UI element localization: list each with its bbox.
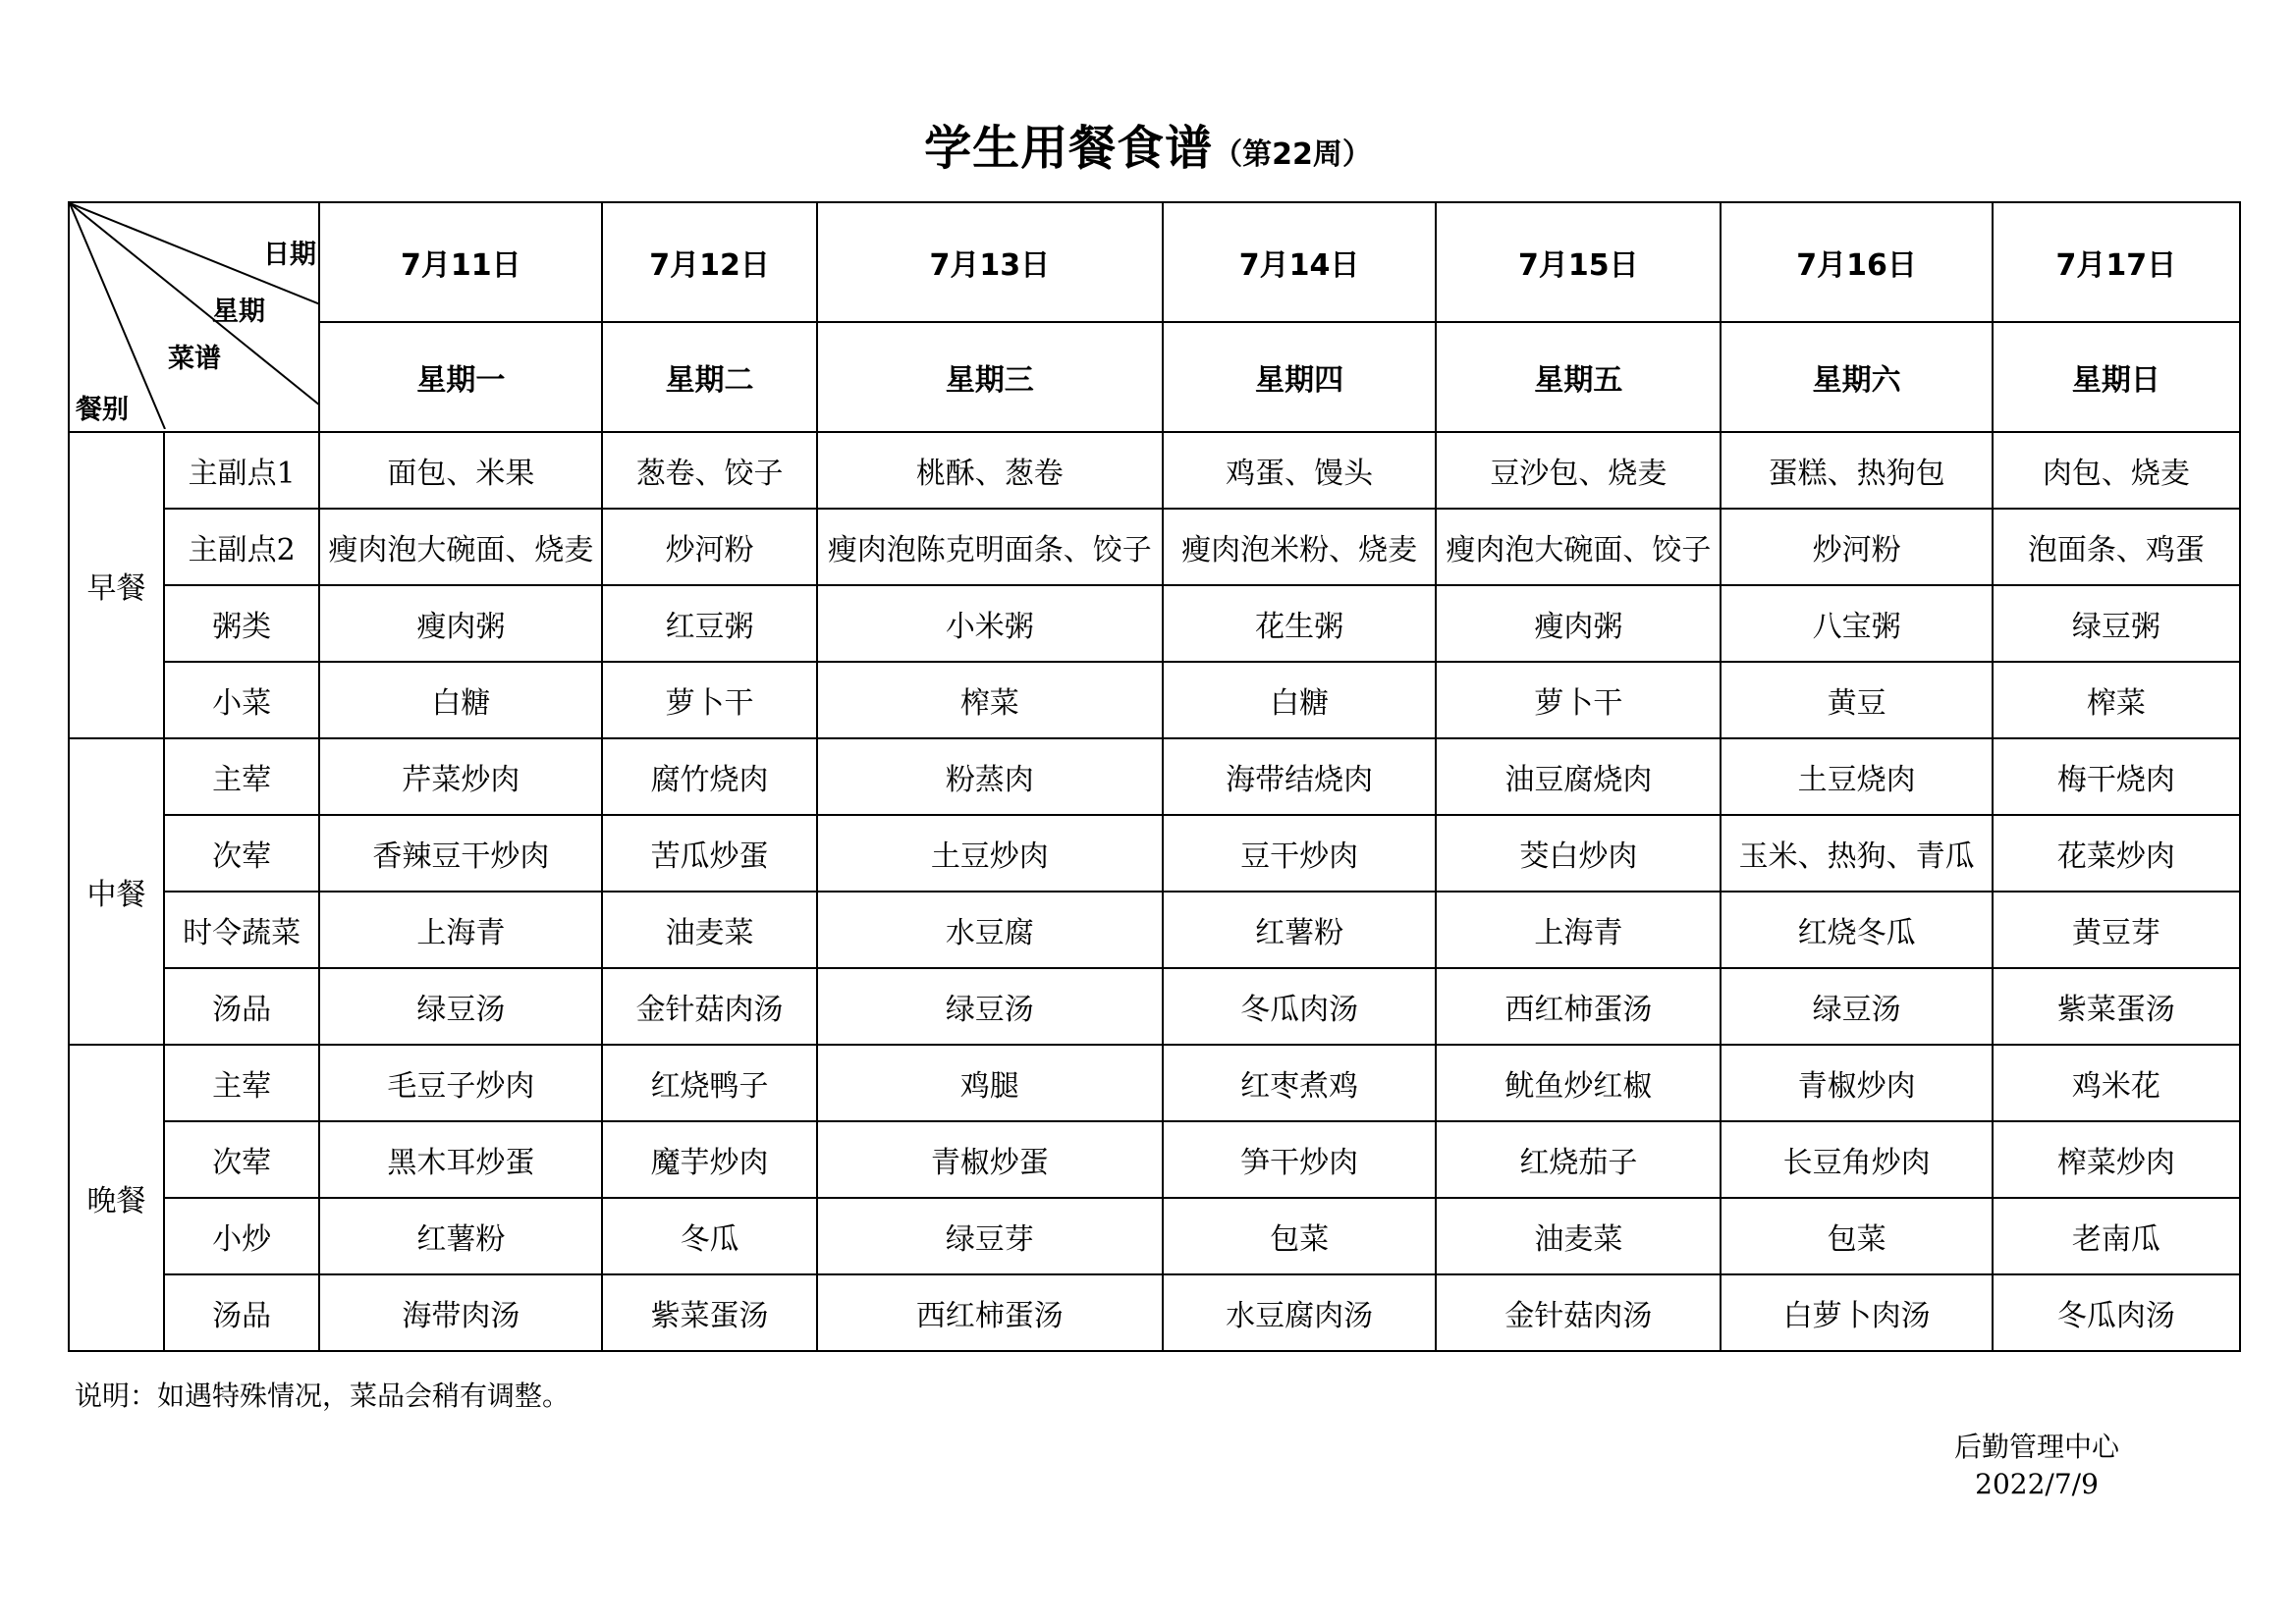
weekday-cell: 星期一 [319, 322, 602, 432]
dish-cell: 西红柿蛋汤 [1436, 968, 1721, 1045]
dish-cell: 梅干烧肉 [1993, 738, 2240, 815]
dish-cell: 青椒炒蛋 [817, 1121, 1163, 1198]
dish-category: 粥类 [164, 585, 319, 662]
dish-cell: 瘦肉粥 [1436, 585, 1721, 662]
dish-cell: 油麦菜 [602, 892, 816, 968]
date-cell: 7月14日 [1163, 202, 1436, 322]
dish-cell: 紫菜蛋汤 [602, 1274, 816, 1351]
dish-cell: 鸡米花 [1993, 1045, 2240, 1121]
dish-category: 次荤 [164, 1121, 319, 1198]
dish-cell: 八宝粥 [1721, 585, 1992, 662]
dish-cell: 老南瓜 [1993, 1198, 2240, 1274]
dish-cell: 炒河粉 [1721, 509, 1992, 585]
dish-cell: 榨菜 [1993, 662, 2240, 738]
dish-cell: 肉包、烧麦 [1993, 432, 2240, 509]
dish-cell: 萝卜干 [1436, 662, 1721, 738]
dish-cell: 冬瓜 [602, 1198, 816, 1274]
dish-cell: 红豆粥 [602, 585, 816, 662]
weekday-cell: 星期五 [1436, 322, 1721, 432]
dish-cell: 绿豆汤 [1721, 968, 1992, 1045]
adjustment-note: 说明：如遇特殊情况，菜品会稍有调整。 [75, 1380, 571, 1412]
dish-cell: 冬瓜肉汤 [1163, 968, 1436, 1045]
dish-cell: 油豆腐烧肉 [1436, 738, 1721, 815]
dish-cell: 芹菜炒肉 [319, 738, 602, 815]
dish-cell: 面包、米果 [319, 432, 602, 509]
table-row [69, 1274, 2240, 1351]
issue-date: 2022/7/9 [1975, 1468, 2099, 1500]
table-row [69, 968, 2240, 1045]
dish-cell: 瘦肉泡大碗面、烧麦 [319, 509, 602, 585]
dish-cell: 红烧鸭子 [602, 1045, 816, 1121]
dish-cell: 白糖 [319, 662, 602, 738]
signature-block [1954, 1429, 2119, 1503]
dish-cell: 玉米、热狗、青瓜 [1721, 815, 1992, 892]
dish-cell: 黄豆芽 [1993, 892, 2240, 968]
dish-cell: 金针菇肉汤 [602, 968, 816, 1045]
dish-cell: 土豆炒肉 [817, 815, 1163, 892]
dish-cell: 海带结烧肉 [1163, 738, 1436, 815]
dish-cell: 上海青 [319, 892, 602, 968]
dish-cell: 绿豆粥 [1993, 585, 2240, 662]
dish-cell: 绿豆汤 [817, 968, 1163, 1045]
meal-label: 晚餐 [69, 1045, 164, 1351]
dish-cell: 炒河粉 [602, 509, 816, 585]
dish-cell: 土豆烧肉 [1721, 738, 1992, 815]
dish-cell: 绿豆芽 [817, 1198, 1163, 1274]
date-cell: 7月11日 [319, 202, 602, 322]
dish-cell: 油麦菜 [1436, 1198, 1721, 1274]
dish-category: 时令蔬菜 [164, 892, 319, 968]
dish-cell: 苦瓜炒蛋 [602, 815, 816, 892]
dish-cell: 瘦肉泡陈克明面条、饺子 [817, 509, 1163, 585]
dish-cell: 黄豆 [1721, 662, 1992, 738]
dish-cell: 西红柿蛋汤 [817, 1274, 1163, 1351]
dish-cell: 蛋糕、热狗包 [1721, 432, 1992, 509]
date-header-row [69, 202, 2240, 322]
dish-cell: 红薯粉 [1163, 892, 1436, 968]
dish-cell: 上海青 [1436, 892, 1721, 968]
dish-cell: 海带肉汤 [319, 1274, 602, 1351]
dish-cell: 绿豆汤 [319, 968, 602, 1045]
weekday-cell: 星期日 [1993, 322, 2240, 432]
dish-cell: 鸡腿 [817, 1045, 1163, 1121]
date-cell: 7月15日 [1436, 202, 1721, 322]
dish-cell: 榨菜炒肉 [1993, 1121, 2240, 1198]
table-row [69, 1045, 2240, 1121]
corner-menu-label: 菜谱 [168, 344, 221, 374]
dish-cell: 包菜 [1721, 1198, 1992, 1274]
dish-category: 小菜 [164, 662, 319, 738]
dish-cell: 白糖 [1163, 662, 1436, 738]
page-title: 学生用餐食谱 [924, 121, 1214, 176]
dish-cell: 榨菜 [817, 662, 1163, 738]
table-row [69, 509, 2240, 585]
date-cell: 7月16日 [1721, 202, 1992, 322]
dish-cell: 腐竹烧肉 [602, 738, 816, 815]
weekday-header-row [69, 322, 2240, 432]
dish-category: 次荤 [164, 815, 319, 892]
dish-category: 汤品 [164, 1274, 319, 1351]
dish-cell: 瘦肉泡米粉、烧麦 [1163, 509, 1436, 585]
dish-cell: 红烧茄子 [1436, 1121, 1721, 1198]
dish-category: 小炒 [164, 1198, 319, 1274]
dish-cell: 黑木耳炒蛋 [319, 1121, 602, 1198]
dish-cell: 青椒炒肉 [1721, 1045, 1992, 1121]
table-row [69, 738, 2240, 815]
dish-cell: 金针菇肉汤 [1436, 1274, 1721, 1351]
table-row [69, 815, 2240, 892]
dish-cell: 鱿鱼炒红椒 [1436, 1045, 1721, 1121]
corner-header-cell [69, 202, 319, 432]
dish-cell: 鸡蛋、馒头 [1163, 432, 1436, 509]
dish-cell: 包菜 [1163, 1198, 1436, 1274]
table-row [69, 432, 2240, 509]
dish-cell: 桃酥、葱卷 [817, 432, 1163, 509]
dish-cell: 豆沙包、烧麦 [1436, 432, 1721, 509]
dish-category: 主副点2 [164, 509, 319, 585]
dish-cell: 笋干炒肉 [1163, 1121, 1436, 1198]
dish-category: 汤品 [164, 968, 319, 1045]
dish-cell: 红薯粉 [319, 1198, 602, 1274]
date-cell: 7月17日 [1993, 202, 2240, 322]
issuer-name: 后勤管理中心 [1954, 1431, 2120, 1463]
date-cell: 7月13日 [817, 202, 1163, 322]
dish-cell: 白萝卜肉汤 [1721, 1274, 1992, 1351]
dish-category: 主副点1 [164, 432, 319, 509]
dish-cell: 茭白炒肉 [1436, 815, 1721, 892]
page-title-block [0, 110, 2296, 178]
dish-cell: 紫菜蛋汤 [1993, 968, 2240, 1045]
corner-date-label: 日期 [263, 240, 316, 270]
dish-cell: 花菜炒肉 [1993, 815, 2240, 892]
dish-cell: 水豆腐 [817, 892, 1163, 968]
dish-cell: 花生粥 [1163, 585, 1436, 662]
table-row [69, 585, 2240, 662]
dish-cell: 瘦肉粥 [319, 585, 602, 662]
dish-cell: 葱卷、饺子 [602, 432, 816, 509]
weekday-cell: 星期三 [817, 322, 1163, 432]
dish-cell: 香辣豆干炒肉 [319, 815, 602, 892]
dish-cell: 毛豆子炒肉 [319, 1045, 602, 1121]
dish-cell: 萝卜干 [602, 662, 816, 738]
dish-cell: 水豆腐肉汤 [1163, 1274, 1436, 1351]
weekday-cell: 星期四 [1163, 322, 1436, 432]
dish-cell: 红枣煮鸡 [1163, 1045, 1436, 1121]
date-cell: 7月12日 [602, 202, 816, 322]
meal-label: 中餐 [69, 738, 164, 1045]
weekday-cell: 星期六 [1721, 322, 1992, 432]
weekday-cell: 星期二 [602, 322, 816, 432]
dish-cell: 魔芋炒肉 [602, 1121, 816, 1198]
menu-table [68, 201, 2241, 1352]
table-row [69, 1198, 2240, 1274]
dish-cell: 豆干炒肉 [1163, 815, 1436, 892]
dish-category: 主荤 [164, 738, 319, 815]
table-row [69, 892, 2240, 968]
dish-cell: 冬瓜肉汤 [1993, 1274, 2240, 1351]
table-row [69, 662, 2240, 738]
week-subtitle: （第22周） [1213, 137, 1372, 172]
dish-cell: 红烧冬瓜 [1721, 892, 1992, 968]
dish-cell: 瘦肉泡大碗面、饺子 [1436, 509, 1721, 585]
dish-cell: 粉蒸肉 [817, 738, 1163, 815]
dish-cell: 泡面条、鸡蛋 [1993, 509, 2240, 585]
dish-cell: 长豆角炒肉 [1721, 1121, 1992, 1198]
corner-weekday-label: 星期 [212, 297, 265, 327]
meal-label: 早餐 [69, 432, 164, 738]
corner-meal-label: 餐别 [76, 395, 129, 425]
dish-category: 主荤 [164, 1045, 319, 1121]
dish-cell: 小米粥 [817, 585, 1163, 662]
table-row [69, 1121, 2240, 1198]
